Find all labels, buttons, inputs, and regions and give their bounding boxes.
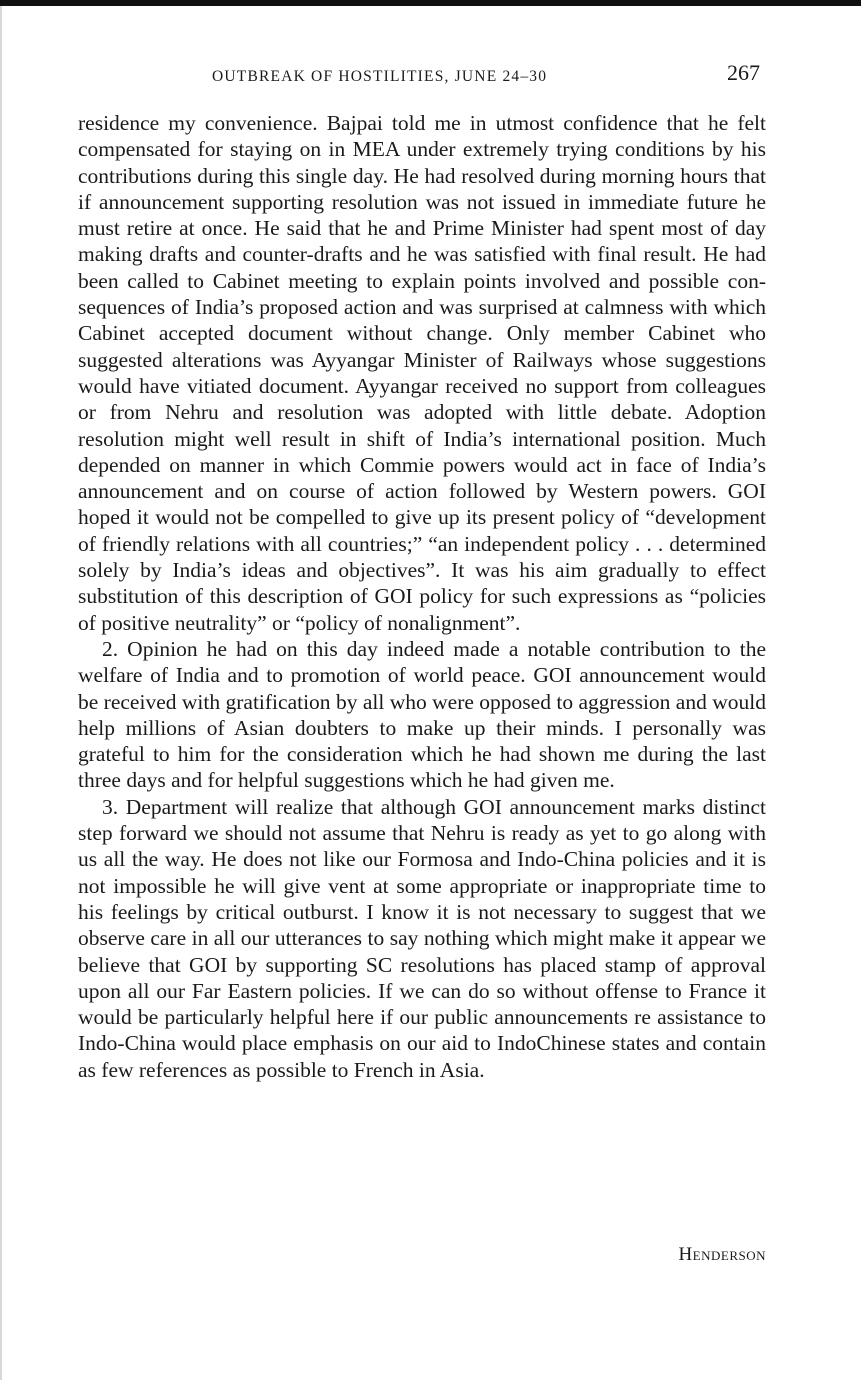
top-border-rule (0, 0, 861, 6)
page-header (78, 60, 764, 94)
page-left-edge (0, 6, 2, 1380)
paragraph-2: 2. Opinion he had on this day indeed made a notable contribution to the welfare of India and to promotion of world peace. GOI announcement would be received with gratification by all who were opposed to aggression and would help millions of Asian doubters to make up their minds. I personally was grateful to him for the consideration which he had shown me during the last three days and for helpful suggestions which he had given me. (78, 636, 766, 793)
document-body (78, 110, 766, 1083)
running-title: OUTBREAK OF HOSTILITIES, JUNE 24–30 (212, 68, 548, 85)
paragraph-continuation: residence my convenience. Bajpai told me in utmost confidence that he felt compensated for staying on in MEA under extremely trying conditions by his contributions during this single day. He had resolved during morning hours that if announcement supporting resolution was not issued in immediate future he must retire at once. He said that he and Prime Minister had spent most of day making drafts and counter-drafts and he was satisfied with final result. He had been called to Cabinet meeting to explain points involved and possible consequences of India’s proposed action and was surprised at calmness with which Cabinet accepted document without change. Only member Cabinet who suggested alterations was Ayyangar Minister of Railways whose suggestions would have vitiated document. Ayyangar received no support from colleagues or from Nehru and resolution was adopted with little debate. Adoption resolution might well result in shift of India’s international position. Much depended on manner in which Commie powers would act in face of India’s announcement and on course of action followed by Western powers. GOI hoped it would not be compelled to give up its present policy of “development of friendly relations with all countries;” “an independent policy . . . determined solely by India’s ideas and objectives”. It was his aim gradually to effect substitution of this description of GOI policy for such expressions as “policies of positive neutrality” or “policy of nonalignment”. (78, 111, 766, 635)
paragraph-3: 3. Department will realize that although GOI announcement marks distinct step forward we should not assume that Nehru is ready as yet to go along with us all the way. He does not like our Formosa and Indo-China policies and it is not impossible he will give vent at some appropriate or inappropriate time to his feelings by critical outburst. I know it is not necessary to suggest that we observe care in all our utterances to say nothing which might make it appear we believe that GOI by supporting SC resolutions has placed stamp of approval upon all our Far Eastern policies. If we can do so without offense to France it would be particularly helpful here if our public announcements re assistance to Indo-China would place emphasis on our aid to IndoChinese states and contain as few references as possible to French in Asia. (78, 794, 766, 1082)
signature: Henderson (678, 1244, 766, 1265)
page-number: 267 (727, 60, 760, 85)
